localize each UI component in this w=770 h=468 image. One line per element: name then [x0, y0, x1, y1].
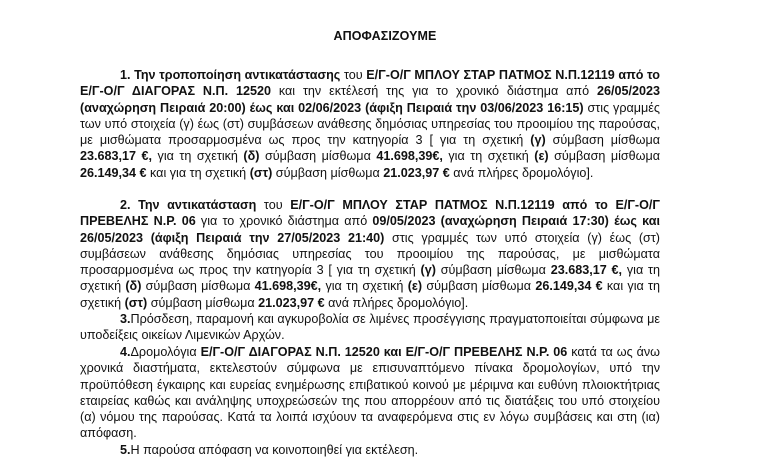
bold-text-run: 21.023,97 €	[383, 165, 450, 180]
section-4-text	[80, 344, 660, 442]
text-run: στις γραμμές των υπό στοιχεία (γ) έως (στ) συμβάσεων ανάθεσης δημόσιας υπηρεσίας του προοιμίου της παρούσας, με μισθώματα προσαρμοσμένα ως προς την κατηγορία 3 [ για τη σχετική	[80, 100, 660, 148]
bold-text-run: 5.	[120, 443, 131, 457]
text-run: και για τη σχετική	[146, 165, 250, 180]
bold-text-run: 41.698,39€,	[376, 149, 443, 164]
bold-text-run: 41.698,39€,	[254, 279, 322, 294]
text-run: και για τη σχετική	[80, 279, 661, 310]
section-2-text	[80, 197, 660, 311]
text-run: σύμβαση μίσθωμα	[141, 279, 255, 294]
section-3-text	[80, 311, 660, 344]
text-run: Πρόσδεση, παραμονή και αγκυροβολία σε λιμένες προσέγγισης πραγματοποιείται σύμφωνα με υποδείξεις οικείων Λιμενικών Αρχών.	[80, 312, 660, 343]
bold-text-run: (γ)	[420, 263, 436, 278]
bold-text-run: (ε)	[534, 149, 549, 164]
text-run: για το χρονικό διάστημα από	[195, 214, 373, 229]
bold-text-run: 4.	[120, 345, 131, 359]
text-run: για τη σχετική	[442, 149, 535, 164]
bold-text-run: (ε)	[407, 279, 423, 294]
text-run: για τη σχετική	[321, 279, 408, 294]
text-run: σύμβαση μίσθωμα	[435, 263, 551, 278]
bold-text-run: (στ)	[249, 165, 273, 180]
text-run: για τη σχετική	[152, 149, 244, 164]
text-run: ανά πλήρες δρομολόγιο].	[449, 165, 594, 180]
text-run: Δρομολόγια	[130, 345, 201, 359]
bold-text-run: 23.683,17 €,	[80, 149, 153, 164]
bold-text-run: (γ)	[530, 133, 546, 148]
bold-text-run: 26.149,34 €	[80, 165, 147, 180]
section-5	[80, 442, 660, 458]
text-run: για τη σχετική	[80, 263, 660, 294]
bold-text-run: Ε/Γ-Ο/Γ ΜΠΛΟΥ ΣΤΑΡ ΠΑΤΜΟΣ Ν.Π.12119 από το Ε/Γ-Ο/Γ ΠΡΕΒΕΛΗΣ Ν.Ρ. 06	[80, 198, 660, 229]
text-run: και την εκτέλεσή της για το χρονικό διάστημα από	[271, 84, 597, 99]
text-run: σύμβαση μίσθωμα	[259, 149, 377, 164]
section-2	[80, 197, 660, 311]
text-run: ανά πλήρες δρομολόγιο].	[324, 295, 469, 310]
bold-text-run: 3.	[120, 312, 131, 326]
text-run: του	[256, 198, 291, 212]
bold-text-run: 09/05/2023 (αναχώρηση Πειραιά 17:30) έως και 26/05/2023 (άφιξη Πειραιά την 27/05/2023 21:40)	[80, 214, 660, 245]
document-title: ΑΠΟΦΑΣΙΖΟΥΜΕ	[333, 29, 437, 43]
bold-text-run: 26.149,34 €	[535, 279, 603, 294]
section-3	[80, 311, 660, 344]
section-4	[80, 344, 660, 442]
text-run: του	[340, 68, 367, 82]
section-1	[80, 67, 660, 181]
bold-text-run: 21.023,97 €	[258, 295, 325, 310]
text-run: κατά τα ως άνω χρονικά διαστήματα, εκτελεστούν σύμφωνα με επισυναπτόμενο πίνακα δρομολογίων, υπό την προϋπόθεση έγκαιρης και ευρείας ενημέρωσης επιβατικού κοινού με μέριμνα και ευθύνη πλοιοκτήτριας εταιρείας καθώς και ανάληψης υποχρεώσεών της που απορρέουν από τις διατάξεις του υπό στοιχείου (α) νόμου της παρούσας. Κατά τα λοιπά ισχύουν τα αναφερόμενα στις εν λόγω συμβάσεις και στη (ια) απόφαση.	[80, 345, 661, 441]
bold-text-run: (δ)	[125, 279, 142, 294]
section-5-text	[80, 442, 660, 458]
text-run: Η παρούσα απόφαση να κοινοποιηθεί για εκτέλεση.	[130, 443, 419, 457]
bold-text-run: 1. Την τροποποίηση αντικατάστασης	[120, 68, 341, 82]
text-run: σύμβαση μίσθωμα	[545, 133, 661, 148]
bold-text-run: (δ)	[243, 149, 260, 164]
bold-text-run: Ε/Γ-Ο/Γ ΔΙΑΓΟΡΑΣ Ν.Π. 12520 και Ε/Γ-Ο/Γ ΠΡΕΒΕΛΗΣ Ν.Ρ. 06	[200, 345, 568, 359]
section-1-text	[80, 67, 660, 181]
bold-text-run: Ε/Γ-Ο/Γ ΜΠΛΟΥ ΣΤΑΡ ΠΑΤΜΟΣ Ν.Π.12119 από το Ε/Γ-Ο/Γ ΔΙΑΓΟΡΑΣ Ν.Π. 12520	[80, 68, 660, 99]
text-run: σύμβαση μίσθωμα	[272, 165, 384, 180]
bold-text-run: (στ)	[124, 295, 148, 310]
bold-text-run: 23.683,17 €,	[550, 263, 623, 278]
text-run: στις γραμμές των υπό στοιχεία (γ) έως (στ) συμβάσεων ανάθεσης δημόσιας υπηρεσίας του προοιμίου της παρούσας, με μισθώματα προσαρμοσμένα ως προς την κατηγορία 3 [ για τη σχετική	[80, 230, 660, 278]
text-run: σύμβαση μίσθωμα	[147, 295, 259, 310]
text-run: σύμβαση μίσθωμα	[548, 149, 661, 164]
bold-text-run: 26/05/2023 (αναχώρηση Πειραιά 20:00) έως και 02/06/2023 (άφιξη Πειραιά την 03/06/2023 16:15)	[80, 84, 660, 115]
text-run: σύμβαση μίσθωμα	[422, 279, 536, 294]
bold-text-run: 2. Την αντικατάσταση	[120, 198, 257, 212]
